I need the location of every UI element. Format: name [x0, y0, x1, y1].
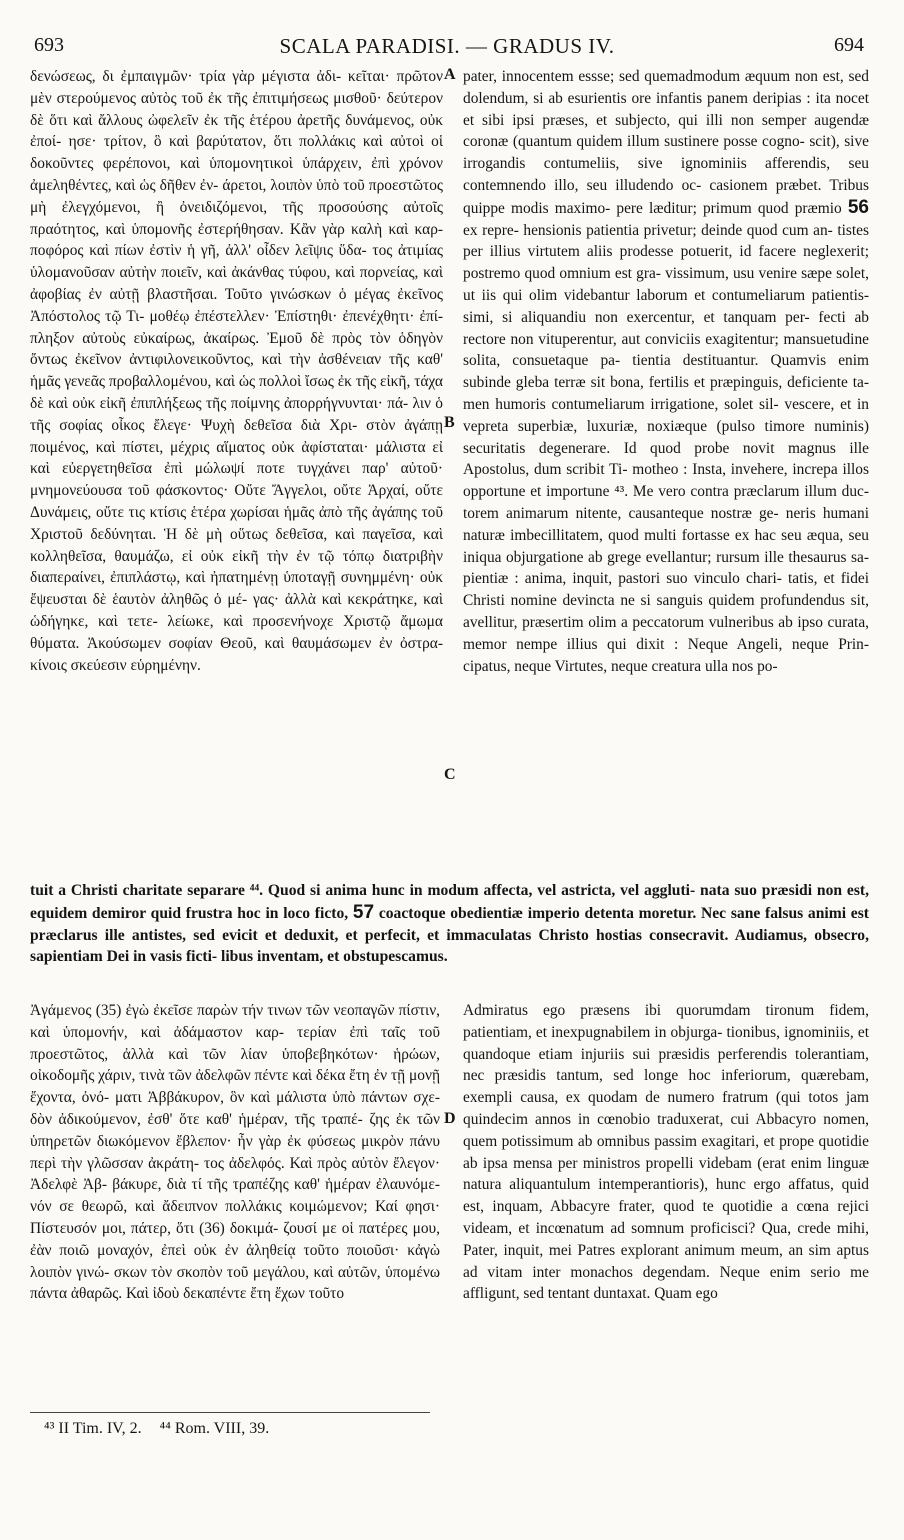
- full-text-part-2: coactoque obedientiæ imperio detenta moretur. Nec sane falsus animi est præclarus ille antistes, sed evicit et deduxit, et perfecit, et immaculatas Christo hostias consecravit. Audiamus, obsecro, sapientiam Dei in vasis ficti- libus inventam, et obstupescamus.: [30, 904, 869, 966]
- latin-column-top: [463, 66, 869, 677]
- latin-text-part-1: pater, innocentem essse; sed quemadmodum æquum non est, sed dolendum, si ab esurientis ore infantis panem deripias : ita nocet et sibi ipsi præses, et subjecto, qui illi non semper augendæ coronæ (quantum quidem illum sustinere posse cogno- scit), sive irrogandis contumeliis, sive ignominiis afferendis, seu contemnendo illo, seu illudendo oc- casionem præbet. Tribus quippe modis maximo- pere læditur; primum quod præmio: [463, 68, 869, 217]
- section-marker-b: B: [444, 414, 455, 431]
- page-header: [30, 34, 864, 60]
- running-title: SCALA PARADISI. — GRADUS IV.: [279, 34, 615, 58]
- latin-paragraph-bottom: Admiratus ego præsens ibi quorumdam tironum fidem, patientiam, et inexpugnabilem in objurga- tionibus, ignominiis, et quandoque etiam injuriis sui præsidis perferendis tolerantiam, nec præsidis tantum, sed longe hoc inferiorum, quærebam, exempli causa, ex quodam de numero fratrum (qui totos jam quindecim annos in cœnobio traduxerat, cui Abbacyro nomen, quem potissimum ab omnibus passim exagitari, et prope quotidie ab ipsa mensa per ministros propelli videbam (erat enim linguæ natura aliquantulum intemperantioris), hunc ergo affatus, quid est, inquam, Abbacyre frater, quod te quotidie a cœna rejici videam, et incœnatum ad somnum proficisci? Qua, crede mihi, Pater, inquit, mei Patres explorant animum meum, an sim aptus ad vitam inter monachos degendam. Neque enim serio me affligunt, sed tentant duntaxat. Quam ego: [463, 1002, 869, 1303]
- full-width-paragraph: [30, 880, 869, 968]
- column-number-57: 57: [352, 901, 375, 923]
- footnote-rule: [30, 1412, 430, 1413]
- greek-column-bottom: [30, 1000, 440, 1305]
- footnote-44: ⁴⁴ Rom. VIII, 39.: [159, 1420, 270, 1437]
- page-number-left: 693: [34, 34, 64, 56]
- section-marker-d: D: [444, 1110, 456, 1127]
- footnotes: [44, 1420, 283, 1438]
- greek-paragraph: δενώσεως, δι ἐμπαιγμῶν· τρία γὰρ μέγιστα ἀδι- κεῖται· πρῶτον μὲν στερούμενος αὐτὸς τοῦ ἐκ τῆς ἐπιτιμήσεως μισθοῦ· δεύτερον δὲ ὅτι καὶ ἄλλους ὠφελεῖν ἐκ τῆς ἑτέρου ἀρετῆς δυνάμενος, οὐκ ἐποί- ησε· τρίτον, ὃ καὶ βαρύτατον, ὅτι πολλάκις καὶ αὐτοὶ οἱ δοκοῦντες φερέπονοι, καὶ ὑπομονητικοὶ ὑπάρχειν, ἐπὶ χρόνον ἀμεληθέντες, καὶ ὡς δῆθεν ἐν- άρετοι, λοιπὸν ὑπὸ τοῦ προεστῶτος μὴ ἐλεγχόμενοι, ἢ ὀνειδιζόμενοι, τῆς προσούσης αὐτοῖς πραότητος, καὶ ὑπομονῆς ἐστερήθησαν. Κἂν γὰρ καλὴ καὶ καρ- ποφόρος καὶ πίων ἐστὶν ἡ γῆ, ἀλλ' οἶδεν λεῖψις ὕδα- τος ἀτιμίας ὑλομανοῦσαν αὐτὴν ποιεῖν, καὶ ἀκάνθας τύφου, καὶ πορνείας, καὶ ἀφοβίας ἐν αὐτῇ βλαστῆσαι. Τοῦτο γινώσκων ὁ μέγας ἐκεῖνος Ἀπόστολος τῷ Τι- μοθέῳ ἐπέστελλεν· Ἐπίστηθι· ἐπενέχθητι· ἐπί- πληξον αὐτοὺς εὐκαίρως, ἀκαίρως. Ἐμοῦ δὲ πρὸς τὸν ὁδηγὸν ὄντως ἐκεῖνον ἀντιφιλονεικοῦντος, καὶ τὴν ἀσθένειαν τῆς καθ' ἡμᾶς γενεᾶς προβαλλομένου, καὶ ὡς πολλοὶ ἴσως ἐκ τῆς εἰκῆ, τάχα δὲ καὶ οὐκ εἰκῆ ἐπιπλήξεως τῆς ποίμνης ἀπορρήγνυνται· πά- λιν ὁ τῆς σοφίας οἶκος ἔλεγε· Ψυχὴ δεθεῖσα διὰ Χρι- στὸν ἀγάπῃ ποιμένος, καὶ πίστει, μέχρις αἵματος οὐκ ἀφίσταται· μάλιστα εἰ καὶ εὐεργετηθεῖσα ἐπὶ μώλωψί ποτε τυγχάνει παρ' αὐτοῦ· μνημονεύουσα τοῦ φάσκοντος· Οὔτε Ἄγγελοι, οὔτε Ἀρχαί, οὔτε Δυνάμεις, οὔτε τις κτίσις ἑτέρα χωρίσαι ἡμᾶς ἀπὸ τῆς ἀγάπης τοῦ Χριστοῦ δεδύνηται. Ἡ δὲ μὴ οὕτως δεθεῖσα, καὶ παγεῖσα, καὶ κολληθεῖσα, θαυμάζω, εἰ οὐκ εἰκῆ τὴν ἐν τῷ τόπῳ διατριβὴν διαπεραίνει, ἐπιπλάστῳ, καὶ ἠπατημένῃ ὑποταγῇ συνημμένη· οὐκ ἔψευσται δὲ ἑαυτὸν ἀληθῶς ὁ μέ- γας· ἀλλὰ καὶ κεκράτηκε, καὶ ὡδήγηκε, καὶ τετε- λείωκε, καὶ προσενήνοχε Χριστῷ ἄμωμα θύματα. Ἀκούσωμεν σοφίαν Θεοῦ, καὶ θαυμάσωμεν ἐν ὀστρα- κίνοις σκεύεσιν εὑρημένην.: [30, 68, 443, 674]
- column-number-56: 56: [847, 196, 869, 218]
- latin-paragraph: [463, 66, 869, 677]
- section-marker-a: A: [444, 66, 456, 83]
- section-marker-c: C: [444, 766, 456, 783]
- full-width-text: [30, 880, 869, 968]
- greek-paragraph-bottom: Ἀγάμενος (35) ἐγὼ ἐκεῖσε παρὼν τήν τινων τῶν νεοπαγῶν πίστιν, καὶ ὑπομονήν, καὶ ἀδάμαστον καρ- τερίαν ἐπὶ ταῖς τοῦ προεστῶτος, ἀλλὰ καὶ τῶν λίαν ὑποβεβηκότων· ἡρώων, οἰκοδομῆς χάριν, τινὰ τῶν ἀδελφῶν πέντε καὶ δέκα ἔτη ἐν τῇ μονῇ ἔχοντα, ὀνό- ματι Ἀββάκυρον, ὃν καὶ μάλιστα ὑπὸ πάντων σχε- δὸν ἀδικούμενον, ἐσθ' ὅτε καθ' ἡμέραν, τῆς τραπέ- ζης ἐκ τῶν ὑπηρετῶν διωκόμενον ἔβλεπον· ἦν γὰρ ἐκ φύσεως μικρὸν πάνυ περὶ τὴν γλῶσσαν ἀκράτη- τος ἀδελφός. Καὶ πρὸς αὐτὸν ἔλεγον· Ἀδελφὲ Ἀβ- βάκυρε, διὰ τί τῆς τραπέζης καθ' ἡμέραν ἐλαυνόμε- νόν σε θεωρῶ, καὶ ἄδειπνον πολλάκις κοιμώμενον; Καί φησι· Πίστευσόν μοι, πάτερ, ὅτι (36) δοκιμά- ζουσί με οἱ πατέρες μου, ἐὰν ποιῶ μοναχόν, ἐπεὶ οὐκ ἐν ἀληθείᾳ τοῦτο ποιοῦσι· κἀγὼ λοιπὸν γινώ- σκων τὸν σκοπὸν τοῦ μεγάλου, καὶ αὐτῶν, ὑπομένω πάντα ἀθαρῶς. Καὶ ἰδοὺ δεκαπέντε ἔτη ἔχων τοῦτο: [30, 1002, 441, 1303]
- greek-column-top: [30, 66, 443, 676]
- latin-column-bottom: [463, 1000, 869, 1305]
- footnote-43: ⁴³ II Tim. IV, 2.: [44, 1420, 142, 1437]
- latin-text-part-2: ex repre- hensionis patientia privetur; deinde quod cum an- tistes per illius virtutem aliis prodesse potuerit, id facere neglexerit; postremo quod omnium est gra- vissimum, usu venire sæpe solet, ut iis qui olim videbantur laborum et contumeliarum patientis- simi, si aliquandiu non exercentur, et tanquam per- fecti ab rectore non vituperentur, aut conviciis exagitentur; mansuetudine solita, consuetaque pa- tientia destituantur. Quamvis enim subinde gleba terræ sit bona, fertilis et præpinguis, deficiente ta- men humoris contumeliarum irrigatione, solet sil- vescere, et in vepreta superbiæ, luxuriæ, noxiæque (pulso timore numinis) securitatis degenerare. Id quod probe novit magnus ille Apostolus, dum scribit Ti- motheo : Insta, invehere, increpa illos opportune et importune ⁴³. Me vero contra præclarum illum duc- torem animarum nitente, causanteque nostræ ge- neris humani naturæ imbecillitatem, quod multi fortasse ex hac seu æqua, seu iniqua objurgatione ab grege evellantur; rursum ille thesaurus sa- pientiæ : anima, inquit, pastori suo vinculo chari- tatis, et fidei Christi nomine devincta ne si sanguis quidem profundendus sit, avellitur, præsertim olim a peccatorum vulneribus ab ipso curata, memor nempe illius qui dixit : Neque Angeli, neque Prin- cipatus, neque Virtutes, neque creatura ulla nos po-: [463, 221, 869, 675]
- page-number-right: 694: [834, 34, 864, 56]
- full-text-part-1: tuit a Christi charitate separare ⁴⁴. Quod si anima hunc in modum affecta, vel astricta, vel aggluti- nata suo præsidi non est, equidem demiror quid frustra hoc in loco ficto,: [30, 882, 869, 922]
